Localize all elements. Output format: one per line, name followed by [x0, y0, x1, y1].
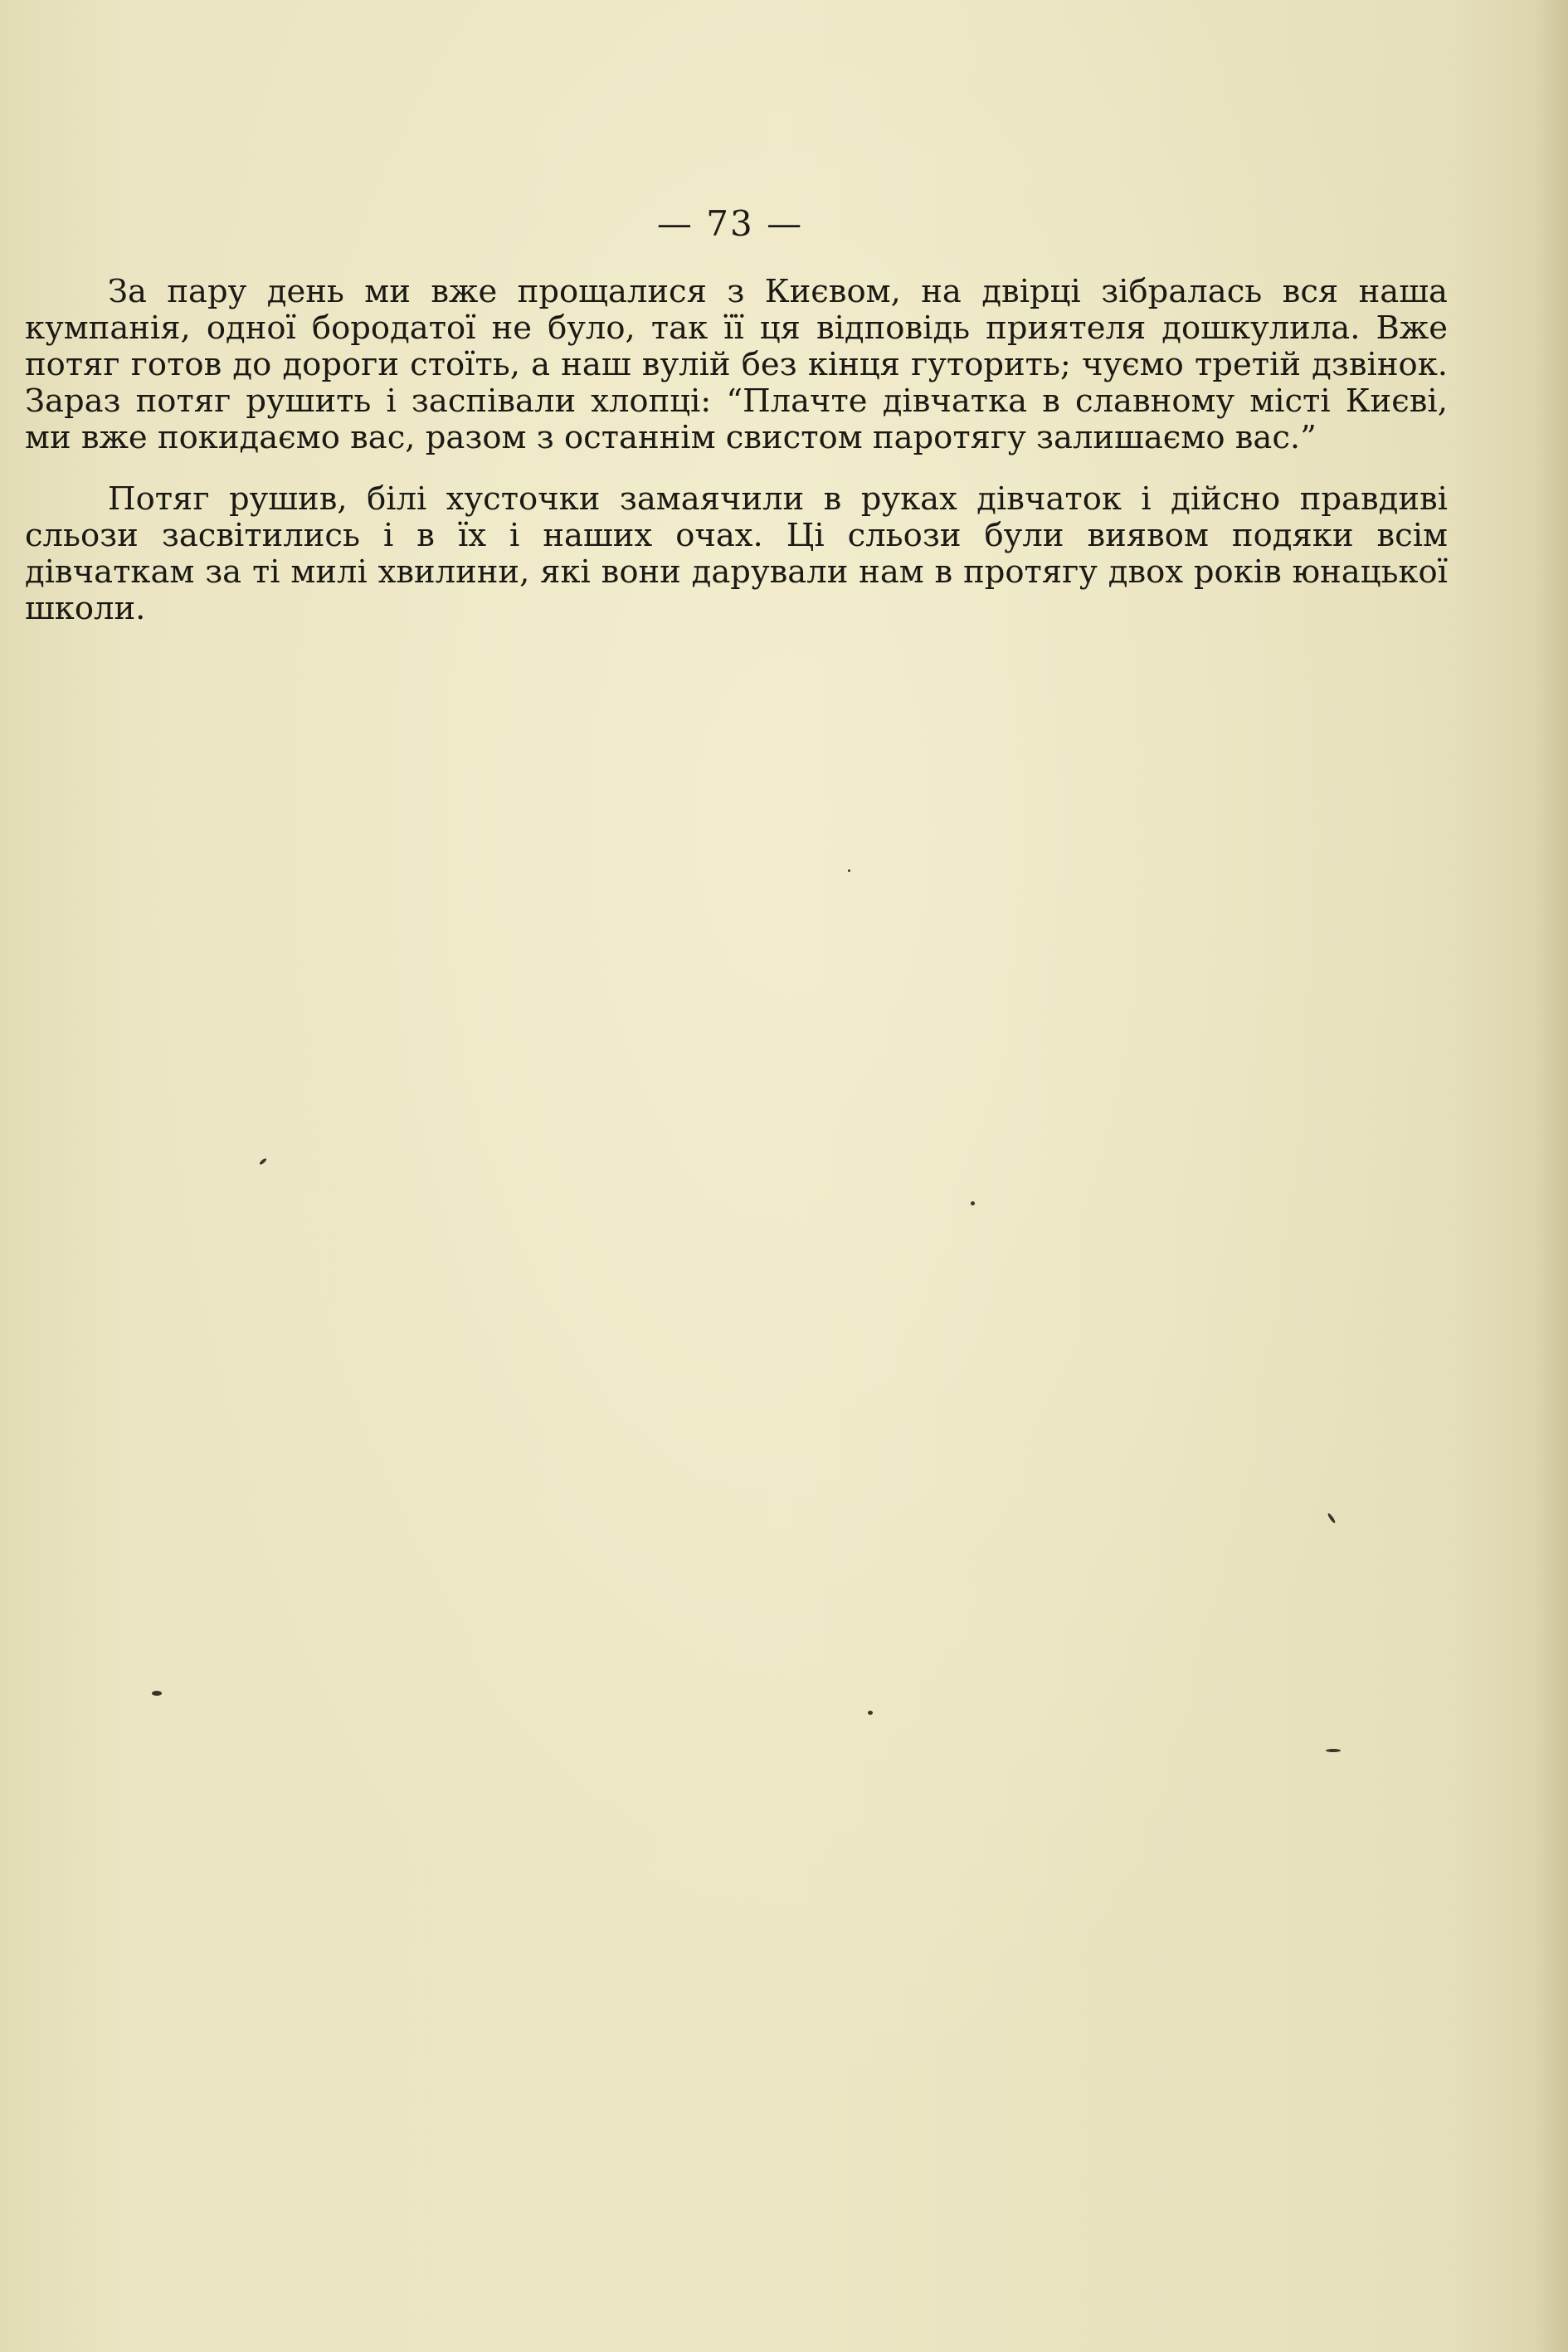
paper-speck	[971, 1201, 975, 1205]
page-edge-shadow	[1535, 0, 1568, 2352]
paper-speck	[1326, 1749, 1341, 1752]
page-number: — 73 —	[656, 203, 804, 244]
body-text	[25, 274, 1448, 627]
paper-speck	[259, 1157, 267, 1165]
paper-speck	[1327, 1512, 1336, 1524]
paper-speck	[848, 869, 850, 872]
paper-speck	[152, 1691, 162, 1696]
paper-speck	[868, 1711, 873, 1715]
paragraph-1: За пару день ми вже прощалися з Києвом, на двірці зібралась вся наша кумпанія, одної бородатої не було, так її ця відповідь приятеля дошкулила. Вже потяг готов до дороги стоїть, а наш вулій без кінця гуторить; чуємо третій дзвінок. Зараз потяг рушить і заспівали хлопці: “Плачте дівчатка в славному місті Києві, ми вже покидаємо вас, разом з останнім свистом паротягу залишаємо вас.”	[25, 273, 1448, 456]
paragraph-2: Потяг рушив, білі хусточки замаячили в руках дівчаток і дійсно правдиві сльози засвітились і в їх і наших очах. Ці сльози були виявом подяки всім дівчаткам за ті милі хвилини, які вони дарували нам в протягу двох років юнацької школи.	[25, 480, 1448, 627]
